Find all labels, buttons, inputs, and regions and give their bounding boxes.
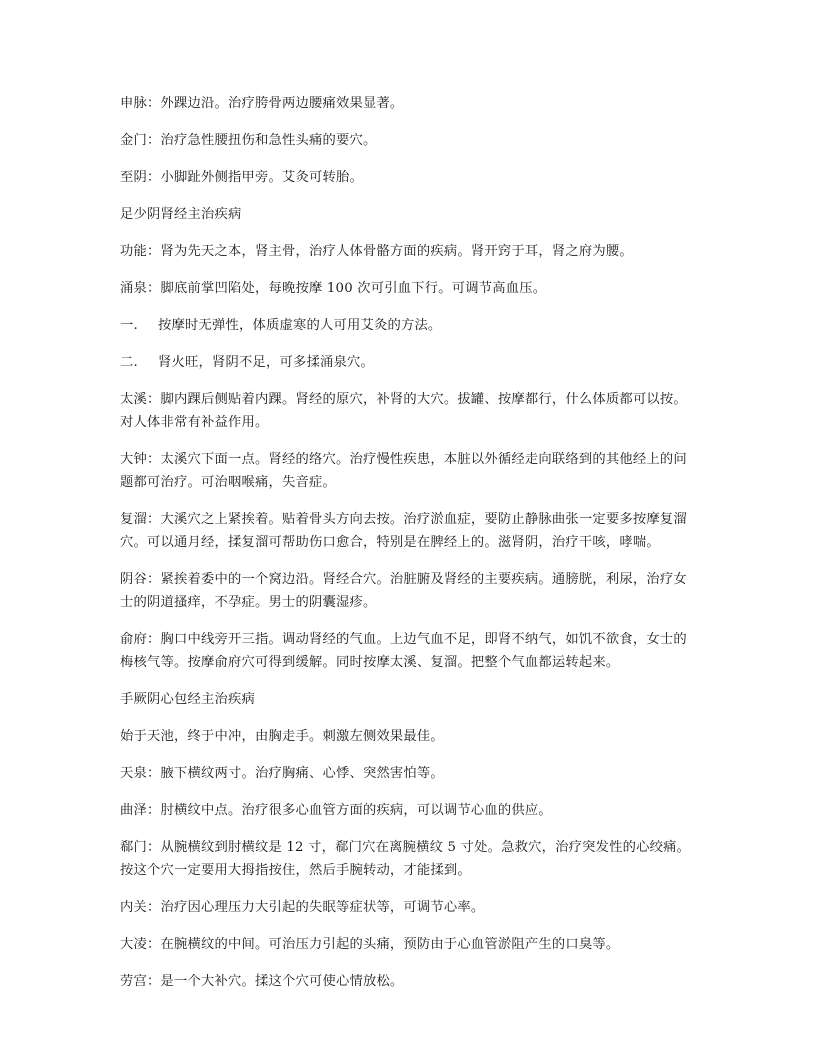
item-number: 二.: [120, 355, 138, 370]
paragraph-daling: 大凌：在腕横纹的中间。可治压力引起的头痛，预防由于心血管淤阻产生的口臭等。: [120, 937, 620, 952]
paragraph-dazhong: 大钟：太溪穴下面一点。肾经的络穴。治疗慢性疾患，本脏以外循经走向联络到的其他经上的问题都可治疗。可治咽喉痛，失音症。: [120, 452, 687, 490]
paragraph-laogong: 劳宫：是一个大补穴。揉这个穴可使心情放松。: [120, 974, 404, 989]
paragraph-tianquan: 天泉：腋下横纹两寸。治疗胸痛、心悸、突然害怕等。: [120, 766, 444, 781]
paragraph-yongquan: 涌泉：脚底前掌凹陷处，每晚按摩 100 次可引血下行。可调节高血压。: [120, 281, 547, 296]
numbered-item-1: [120, 314, 700, 337]
paragraph-taixi: 太溪：脚内踝后侧贴着内踝。肾经的原穴，补肾的大穴。拔罐、按摩都行，什么体质都可以按。对人体非常有补益作用。: [120, 392, 687, 430]
paragraph-path: 始于天池，终于中冲，由胸走手。刺激左侧效果最佳。: [120, 729, 444, 744]
section-heading-kidney-meridian: 足少阴肾经主治疾病: [120, 207, 242, 222]
paragraph-fuliu: 复溜：大溪穴之上紧挨着。贴着骨头方向去按。治疗淤血症，要防止静脉曲张一定要多按摩复溜穴。可以通月经，揉复溜可帮助伤口愈合，特别是在脾经上的。滋肾阴，治疗干咳，哮喘。: [120, 512, 687, 550]
item-text: 肾火旺，肾阴不足，可多揉涌泉穴。: [158, 355, 374, 370]
paragraph-neiguan: 内关：治疗因心理压力大引起的失眠等症状等，可调节心率。: [120, 900, 485, 915]
paragraph-jinmen: 金门：治疗急性腰扭伤和急性头痛的要穴。: [120, 133, 377, 148]
item-text: 按摩时无弹性，体质虚寒的人可用艾灸的方法。: [158, 318, 442, 333]
document-page: [120, 92, 700, 1007]
paragraph-shenmai: 申脉：外踝边沿。治疗胯骨两边腰痛效果显著。: [120, 96, 404, 111]
paragraph-quze: 曲泽：肘横纹中点。治疗很多心血管方面的疾病，可以调节心血的供应。: [120, 803, 552, 818]
numbered-item-2: [120, 351, 700, 374]
item-number: 一.: [120, 318, 138, 333]
paragraph-ximen: 郗门：从腕横纹到肘横纹是 12 寸，郗门穴在离腕横纹 5 寸处。急救穴，治疗突发性的心绞痛。按这个穴一定要用大拇指按住，然后手腕转动，才能揉到。: [120, 840, 691, 878]
paragraph-function: 功能：肾为先天之本，肾主骨，治疗人体骨骼方面的疾病。肾开窍于耳，肾之府为腰。: [120, 244, 633, 259]
paragraph-shufu: 俞府：胸口中线旁开三指。调动肾经的气血。上边气血不足，即肾不纳气，如饥不欲食，女士的梅核气等。按摩俞府穴可得到缓解。同时按摩太溪、复溜。把整个气血都运转起来。: [120, 632, 687, 670]
paragraph-zhiyin: 至阴：小脚趾外侧指甲旁。艾灸可转胎。: [120, 170, 363, 185]
section-heading-pericardium-meridian: 手厥阴心包经主治疾病: [120, 692, 255, 707]
paragraph-yingu: 阴谷：紧挨着委中的一个窝边沿。肾经合穴。治脏腑及肾经的主要疾病。通膀胱，利尿，治疗女士的阴道搔痒，不孕症。男士的阴囊湿疹。: [120, 572, 687, 610]
